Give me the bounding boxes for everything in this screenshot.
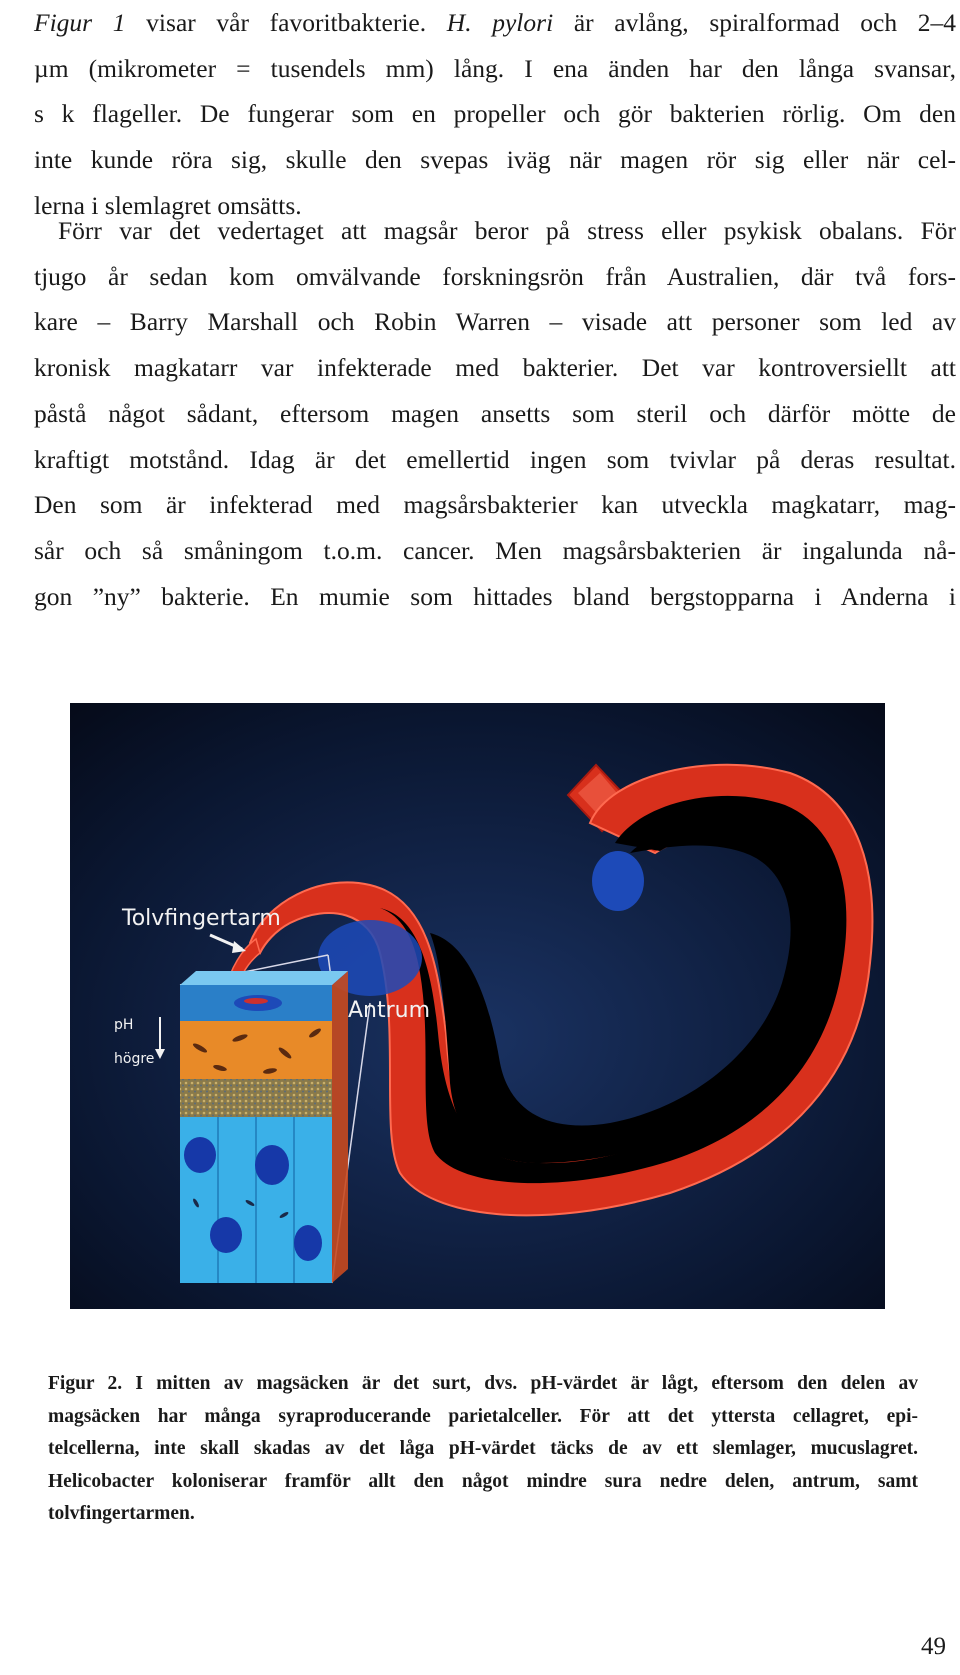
paragraph-1-line-1: [34, 0, 956, 46]
paragraph-2-line: Den som är infekterad med magsårsbakterier kan utveckla magkatarr, mag-: [34, 490, 956, 520]
paragraph-1-line-2: µm (mikrometer = tusendels mm) lång. I ena änden har den långa svansar,: [34, 53, 956, 83]
paragraph-2-line: påstå något sådant, eftersom magen ansetts som steril och därför mötte de: [34, 398, 956, 428]
species-name: H. pylori: [446, 8, 554, 37]
caption-line: Helicobacter koloniserar framför allt den något mindre sura nedre delen, antrum, samt: [48, 1470, 918, 1492]
paragraph-1: [34, 0, 956, 229]
paragraph-2-line: tjugo år sedan kom omvälvande forskningsrön från Australien, där två fors-: [34, 261, 956, 291]
caption-line: telcellerna, inte skall skadas av det låga pH-värdet täcks de av ett slemlager, mucuslagret.: [48, 1438, 918, 1459]
cell-nucleus: [255, 1145, 289, 1185]
paragraph-1-line-4: inte kunde röra sig, skulle den svepas iväg när magen rör sig eller när cel-: [34, 145, 956, 175]
caption-label: Figur 2.: [48, 1373, 123, 1394]
caption-text: I mitten av magsäcken är det surt, dvs. pH-värdet är lågt, eftersom den delen av: [122, 1373, 918, 1394]
paragraph-2-line: gon ”ny” bakterie. En mumie som hittades bland bergstopparna i Anderna i: [34, 581, 956, 611]
cell-nucleus: [210, 1217, 242, 1253]
figure-reference: Figur 1: [34, 8, 126, 37]
text-segment: visar vår favoritbakterie.: [125, 8, 447, 37]
paragraph-1-line-3: s k flageller. De fungerar som en propeller och gör bakterien rörlig. Om den: [34, 99, 956, 129]
paragraph-2-line: Förr var det vedertaget att magsår beror på stress eller psykisk obalans. För: [58, 216, 956, 245]
caption-line: magsäcken har många syraproducerande parietalceller. För att det yttersta cellagret, epi-: [48, 1405, 918, 1427]
paragraph-2-line: kronisk magkatarr var infekterade med bakterier. Det var kontroversiellt att: [34, 353, 956, 383]
paragraph-2-line: kare – Barry Marshall och Robin Warren – visade att personer som led av: [34, 307, 956, 337]
figure-caption: [48, 1368, 918, 1531]
cell-nucleus: [294, 1225, 322, 1261]
epithelial-boundary: [180, 1079, 332, 1117]
caption-line: tolvfingertarmen.: [48, 1503, 195, 1524]
stomach-illustration: [70, 703, 885, 1309]
paragraph-2-line: sår och så småningom t.o.m. cancer. Men magsårsbakterien är ingalunda nå-: [34, 535, 956, 565]
paragraph-1-line-5: lerna i slemlagret omsätts.: [34, 190, 302, 220]
label-higher: högre: [114, 1051, 155, 1067]
caption-line: [48, 1368, 918, 1401]
tissue-cross-section: [180, 971, 348, 1283]
paragraph-2-line: kraftigt motstånd. Idag är det emellertid ingen som tvivlar på deras resultat.: [34, 444, 956, 474]
cell-nucleus: [184, 1137, 216, 1173]
label-duodenum: Tolvfingertarm: [122, 906, 281, 931]
text-segment: är avlång, spiralformad och 2–4: [553, 8, 957, 37]
label-ph: pH: [114, 1017, 134, 1033]
page-number: 49: [921, 1633, 946, 1660]
paragraph-2: [34, 208, 956, 619]
label-antrum: Antrum: [348, 998, 431, 1023]
cardia-blue: [592, 851, 644, 911]
